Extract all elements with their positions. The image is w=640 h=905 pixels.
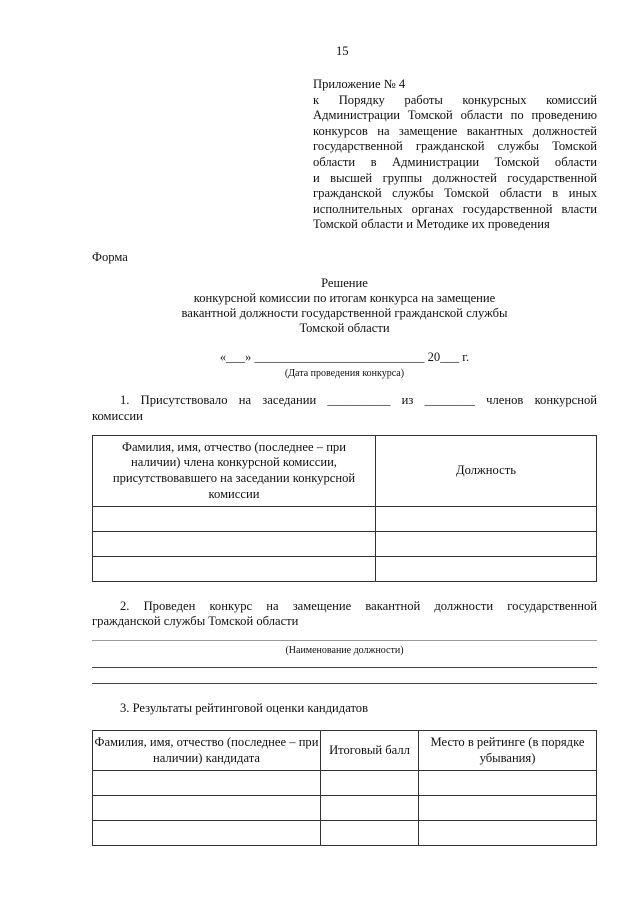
date-line: «___» ___________________________ 20___ г. <box>219 350 470 364</box>
table-cell[interactable] <box>93 796 321 821</box>
appendix-line: к Порядку работы конкурсных комиссий <box>313 92 597 107</box>
table-cell[interactable] <box>376 507 597 532</box>
title-line: вакантной должности государственной гражданской службы <box>181 306 508 320</box>
table-cell[interactable] <box>419 796 597 821</box>
table-row <box>93 796 597 821</box>
form-label: Форма <box>92 250 128 264</box>
table-cell[interactable] <box>321 821 419 846</box>
members-table <box>92 435 597 582</box>
table-cell[interactable] <box>419 771 597 796</box>
appendix-line: Администрации Томской области по проведению <box>313 108 597 123</box>
appendix-line: Томской области и Методике их проведения <box>313 217 550 232</box>
table2-header-rank: Место в рейтинге (в порядке убывания) <box>419 731 597 771</box>
table-cell[interactable] <box>376 532 597 557</box>
table2-header-name: Фамилия, имя, отчество (последнее – при наличии) кандидата <box>93 731 321 771</box>
section1-line2: комиссии <box>92 409 143 423</box>
appendix-line: государственной гражданской службы Томской <box>313 139 597 154</box>
position-caption: (Наименование должности) <box>285 645 404 656</box>
table-cell[interactable] <box>376 557 597 582</box>
table2-header-score: Итоговый балл <box>321 731 419 771</box>
appendix-line: и высшей группы должностей государственной <box>313 170 597 185</box>
page-number: 15 <box>336 44 349 58</box>
blank-line[interactable] <box>92 667 597 668</box>
table-row <box>93 532 597 557</box>
table-cell[interactable] <box>321 771 419 796</box>
table-cell[interactable] <box>93 771 321 796</box>
table-row <box>93 821 597 846</box>
table-row <box>93 507 597 532</box>
table1-header-position: Должность <box>376 436 597 507</box>
table1-header-name: Фамилия, имя, отчество (последнее – при наличии) члена конкурсной комиссии, присутствовавшего на заседании конкурсной комиссии <box>93 436 376 507</box>
table-cell[interactable] <box>93 532 376 557</box>
blank-line[interactable] <box>92 683 597 684</box>
date-caption: (Дата проведения конкурса) <box>284 368 405 379</box>
section2-line2: гражданской службы Томской области <box>92 614 299 628</box>
table-cell[interactable] <box>93 507 376 532</box>
appendix-title: Приложение № 4 <box>313 77 406 91</box>
appendix-line: гражданской службы Томской области в иных <box>313 186 597 201</box>
appendix-line: исполнительных органах государственной власти <box>313 201 597 216</box>
table-cell[interactable] <box>93 821 321 846</box>
section3-title: 3. Результаты рейтинговой оценки кандидатов <box>120 701 369 715</box>
table-row <box>93 771 597 796</box>
table-cell[interactable] <box>93 557 376 582</box>
appendix-line: конкурсов на замещение вакантных должностей <box>313 123 597 138</box>
section1-line1: 1. Присутствовало на заседании __________ из ________ членов конкурсной <box>120 393 597 407</box>
table-cell[interactable] <box>321 796 419 821</box>
table-cell[interactable] <box>419 821 597 846</box>
title-line: Решение <box>321 276 368 290</box>
rating-table <box>92 730 597 846</box>
table-row <box>93 557 597 582</box>
title-line: Томской области <box>299 321 390 335</box>
title-line: конкурсной комиссии по итогам конкурса на замещение <box>193 291 496 305</box>
position-name-line[interactable] <box>92 640 597 641</box>
appendix-line: области в Администрации Томской области <box>313 154 597 169</box>
section2-line1: 2. Проведен конкурс на замещение вакантной должности государственной <box>120 599 597 613</box>
